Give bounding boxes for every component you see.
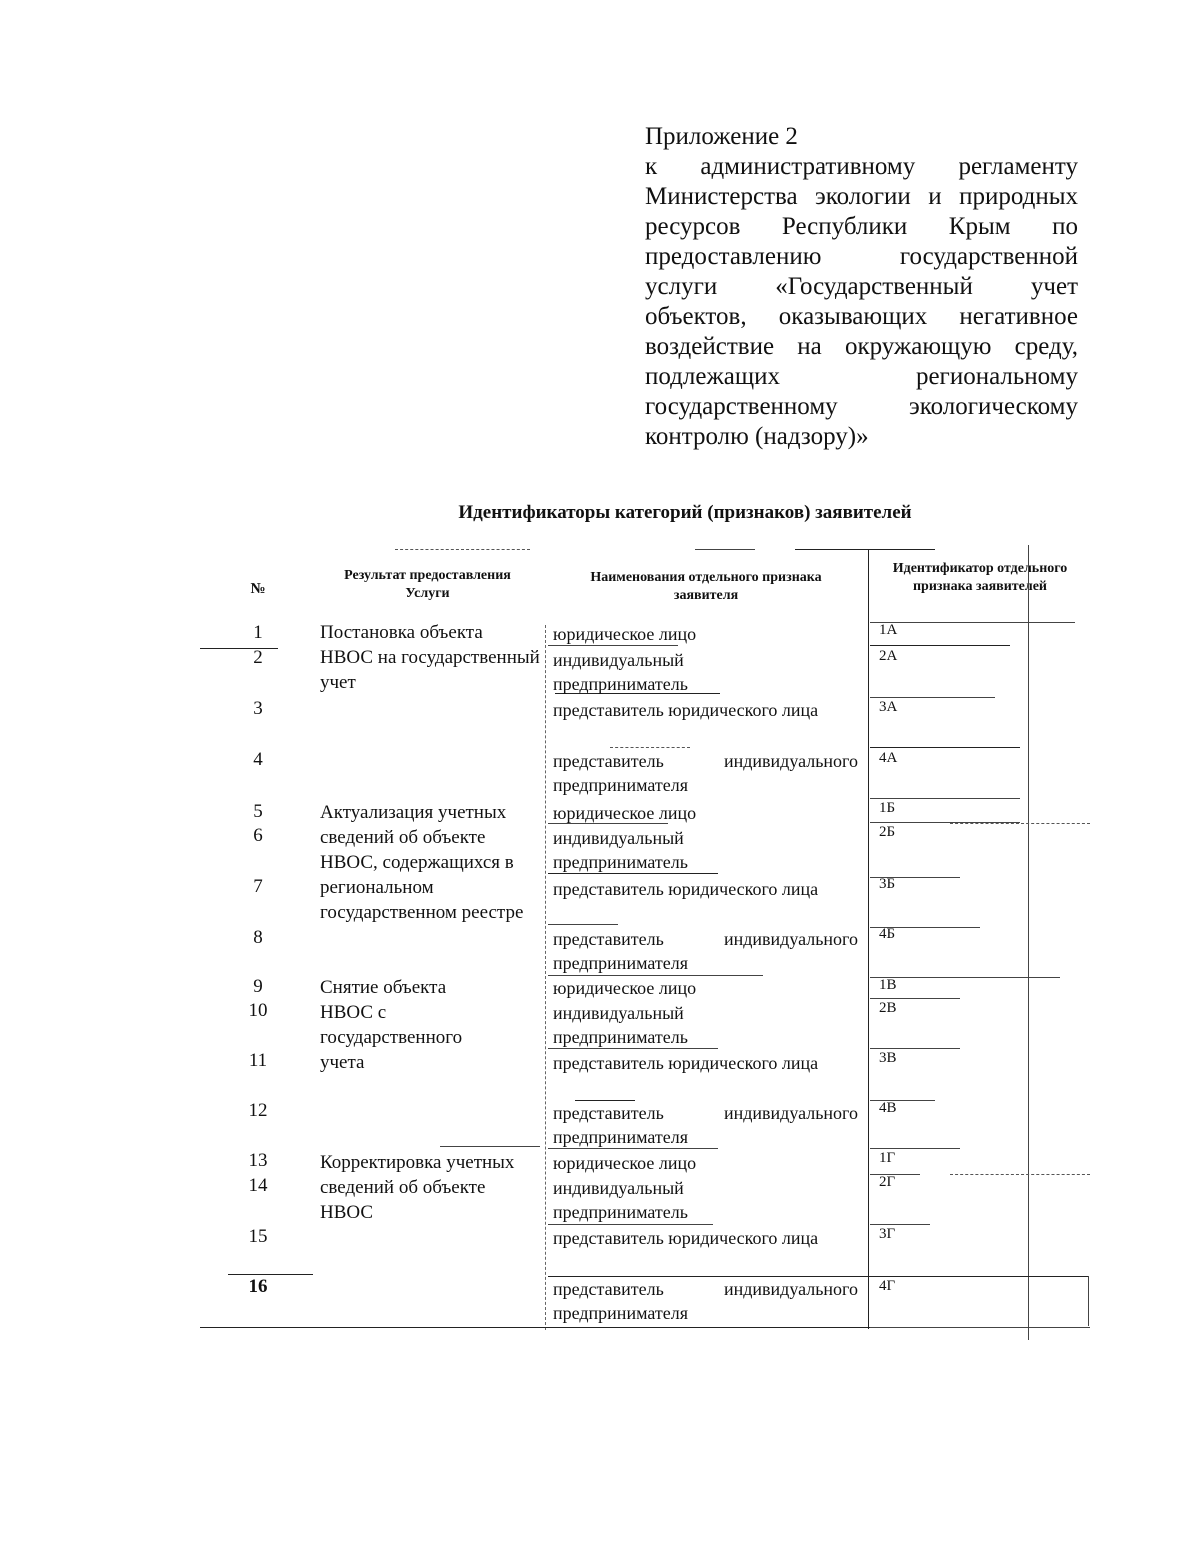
attribute-cell: юридическое лицо [553,803,697,823]
row-number: 7 [253,876,263,897]
grid-line [870,1224,930,1225]
row-number: 13 [248,1150,268,1171]
grid-line [870,998,960,999]
identifier-code: 3Б [879,876,896,892]
row-number: 3 [253,698,263,719]
appendix-title: Приложение 2 [645,123,798,150]
row-number: 1 [253,622,263,643]
identifier-code: 1Б [879,800,896,816]
appendix-block [645,122,1078,452]
result-cell: Корректировка учетных сведений об объекте НВОС [320,1152,515,1223]
grid-line [950,823,1090,824]
row-number: 5 [253,801,263,822]
grid-line [695,549,755,550]
grid-line [1028,545,1029,1340]
row-number: 14 [248,1175,268,1196]
row-number: 8 [253,927,263,948]
grid-line [870,1327,1090,1328]
row-number: 16 [248,1276,268,1297]
grid-line [870,798,1020,799]
attribute-cell: представитель индивидуального предпринимателя [553,1279,858,1323]
identifier-code: 2В [879,1000,897,1016]
row-number: 15 [248,1226,268,1247]
grid-line [395,549,530,550]
header-result: Результат предоставления Услуги [344,568,511,601]
grid-line [1088,1276,1089,1326]
grid-line [610,747,690,748]
identifier-code: 2А [879,648,898,664]
identifier-code: 2Г [879,1174,896,1190]
attribute-cell: индивидуальный предприниматель [553,1178,688,1222]
attribute-cell: индивидуальный предприниматель [553,650,688,694]
header-num: № [250,581,266,597]
attribute-cell: представитель индивидуального предпринимателя [553,1103,858,1147]
identifier-code: 2Б [879,824,896,840]
attribute-cell: индивидуальный предприниматель [553,1003,688,1047]
attribute-cell: индивидуальный предприниматель [553,828,688,872]
appendix-body: к административному регламенту Министерства экологии и природных ресурсов Республики Крым по предоставлению государственной услуги «Государственный учет объектов, оказывающих негативное воздействие на окружающую среду, подлежащих региональному государственному экологическому контролю (надзору)» [645,153,1078,450]
attribute-cell: юридическое лицо [553,1153,697,1173]
identifier-code: 1А [879,622,898,638]
attribute-cell: представитель юридического лица [553,1228,819,1248]
attribute-cell: представитель юридического лица [553,1053,819,1073]
grid-line [870,622,1075,623]
grid-line [545,625,546,1330]
identifier-code: 3А [879,699,898,715]
row-number: 10 [248,1000,268,1021]
row-number: 9 [253,976,263,997]
attribute-cell: представитель индивидуального предпринимателя [553,929,858,973]
grid-line [870,1148,960,1149]
result-cell: Снятие объекта НВОС с государственного учета [320,977,463,1073]
header-identifier: Идентификатор отдельного признака заявителей [892,561,1068,594]
grid-line [228,1274,313,1275]
attribute-cell: юридическое лицо [553,978,697,998]
identifier-code: 3Г [879,1226,896,1242]
grid-line [870,977,1060,978]
grid-line [870,697,995,698]
attribute-cell: представитель юридического лица [553,700,819,720]
identifier-code: 4Г [879,1278,896,1294]
result-cell: Актуализация учетных сведений об объекте НВОС, содержащихся в региональном государственном реестре [320,802,524,923]
grid-line [548,924,618,925]
grid-line [795,549,935,550]
table-title: Идентификаторы категорий (признаков) заявителей [458,502,912,523]
attribute-cell: юридическое лицо [553,624,697,644]
identifier-code: 3В [879,1050,897,1066]
row-number: 6 [253,825,263,846]
attribute-cell: представитель юридического лица [553,879,819,899]
grid-line [868,549,869,1329]
row-number: 12 [248,1100,268,1121]
row-number: 11 [248,1050,268,1071]
identifier-code: 1Г [879,1150,896,1166]
grid-line [548,1224,713,1225]
attribute-cell: представитель индивидуального предпринимателя [553,751,858,795]
grid-line [870,747,1020,748]
identifier-code: 4Б [879,926,896,942]
identifier-code: 4А [879,750,898,766]
header-attribute: Наименования отдельного признака заявителя [590,570,822,603]
row-number: 2 [253,647,263,668]
grid-line [870,1048,960,1049]
result-cell: Постановка объекта НВОС на государственный учет [320,622,540,693]
row-number: 4 [253,749,263,770]
grid-line [950,1174,1090,1175]
grid-line [440,1146,540,1147]
grid-line [870,645,1010,646]
identifier-code: 1В [879,977,897,993]
identifier-code: 4В [879,1100,897,1116]
grid-line [200,1327,870,1328]
